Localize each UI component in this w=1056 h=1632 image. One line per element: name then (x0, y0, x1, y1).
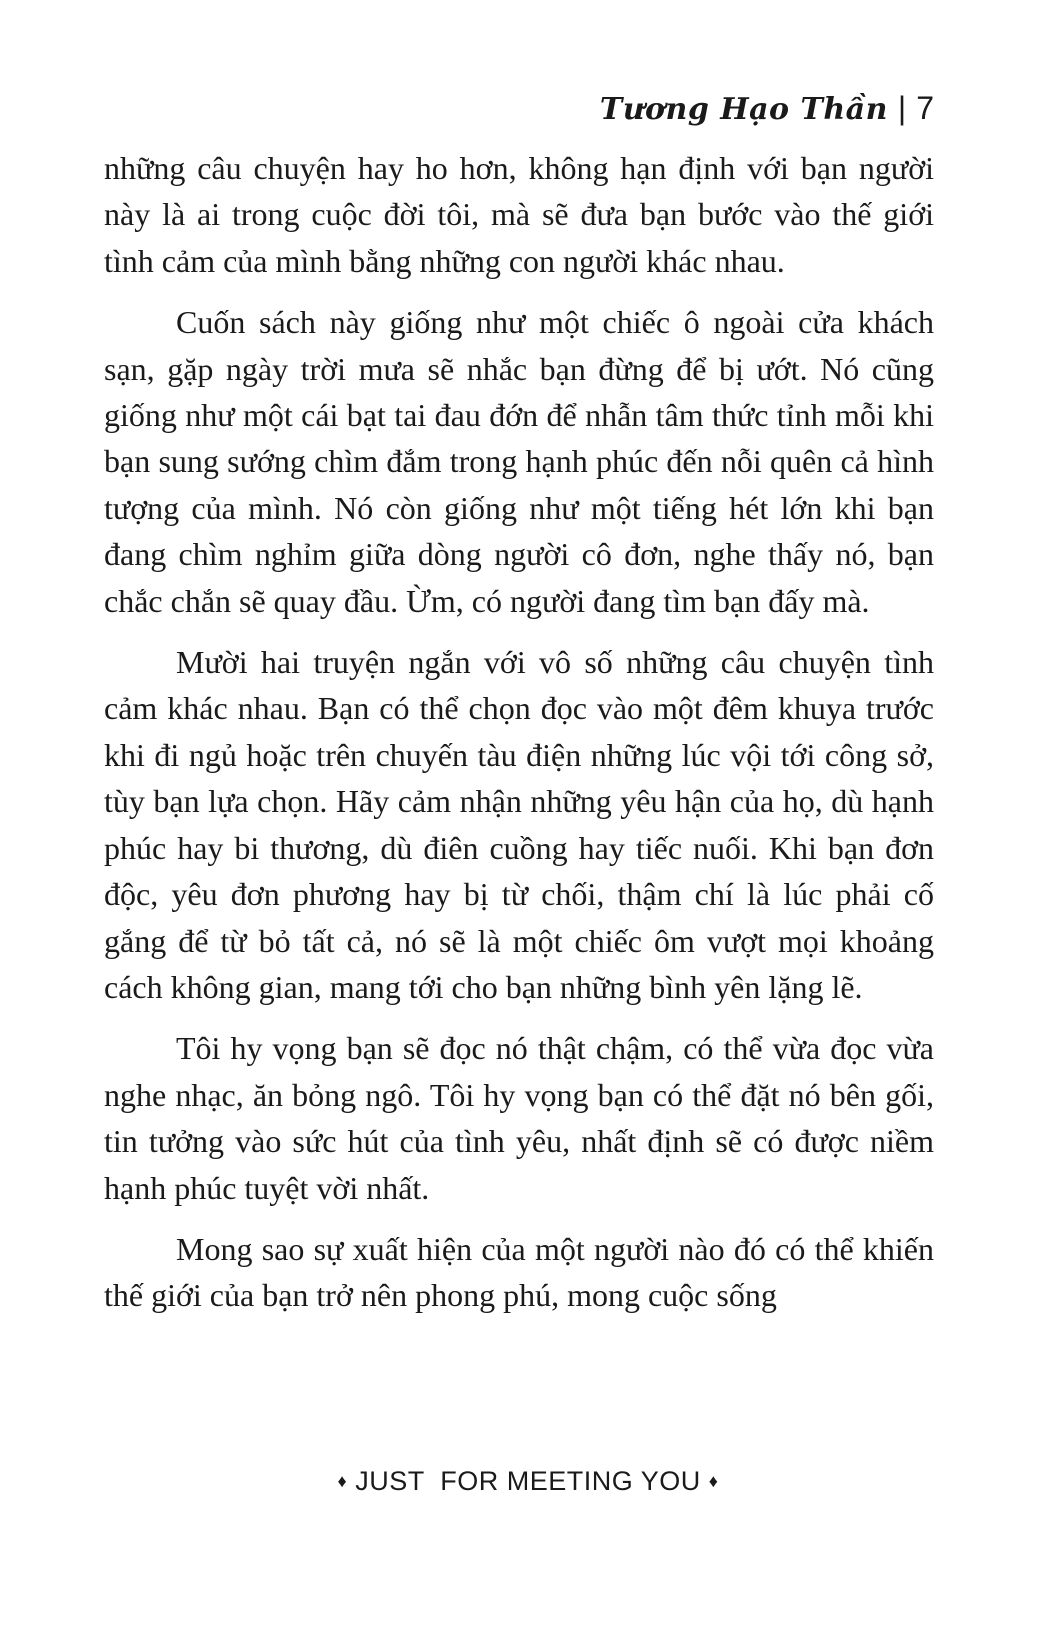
paragraph-continued: những câu chuyện hay ho hơn, không hạn định với bạn người này là ai trong cuộc đời tôi, mà sẽ đưa bạn bước vào thế giới tình cảm của mình bằng những con người khác nhau. (104, 150, 934, 279)
body-text (104, 145, 934, 1334)
running-header (600, 92, 934, 125)
page-number: 7 (916, 90, 934, 126)
paragraph: Cuốn sách này giống như một chiếc ô ngoài cửa khách sạn, gặp ngày trời mưa sẽ nhắc bạn đừng để bị ướt. Nó cũng giống như một cái bạt tai đau đớn để nhẫn tâm thức tỉnh mỗi khi bạn sung sướng chìm đắm trong hạnh phúc đến nỗi quên cả hình tượng của mình. Nó còn giống như một tiếng hét lớn khi bạn đang chìm nghỉm giữa dòng người cô đơn, nghe thấy nó, bạn chắc chắn sẽ quay đầu. Ừm, có người đang tìm bạn đấy mà. (104, 304, 934, 619)
header-author: Tương Hạo Thần (599, 92, 888, 127)
paragraph: Mong sao sự xuất hiện của một người nào đó có thể khiến thế giới của bạn trở nên phong phú, mong cuộc sống (104, 1230, 934, 1314)
paragraph: Tôi hy vọng bạn sẽ đọc nó thật chậm, có thể vừa đọc vừa nghe nhạc, ăn bỏng ngô. Tôi hy vọng bạn có thể đặt nó bên gối, tin tưởng vào sức hút của tình yêu, nhất định sẽ có được niềm hạnh phúc tuyệt vời nhất. (104, 1030, 934, 1206)
paragraph: Mười hai truyện ngắn với vô số những câu chuyện tình cảm khác nhau. Bạn có thể chọn đọc vào một đêm khuya trước khi đi ngủ hoặc trên chuyến tàu điện những lúc vội tới công sở, tùy bạn lựa chọn. Hãy cảm nhận những yêu hận của họ, dù hạnh phúc hay bi thương, dù điên cuồng hay tiếc nuối. Khi bạn đơn độc, yêu đơn phương hay bị từ chối, thậm chí là lúc phải cố gắng để từ bỏ tất cả, nó sẽ là một chiếc ôm vượt mọi khoảng cách không gian, mang tới cho bạn những bình yên lặng lẽ. (104, 644, 934, 1005)
diamond-icon: ♦ (708, 1471, 719, 1491)
header-separator: | (897, 90, 907, 126)
running-footer (0, 1466, 1056, 1497)
footer-title: JUST FOR MEETING YOU (355, 1466, 701, 1496)
diamond-icon: ♦ (337, 1471, 348, 1491)
